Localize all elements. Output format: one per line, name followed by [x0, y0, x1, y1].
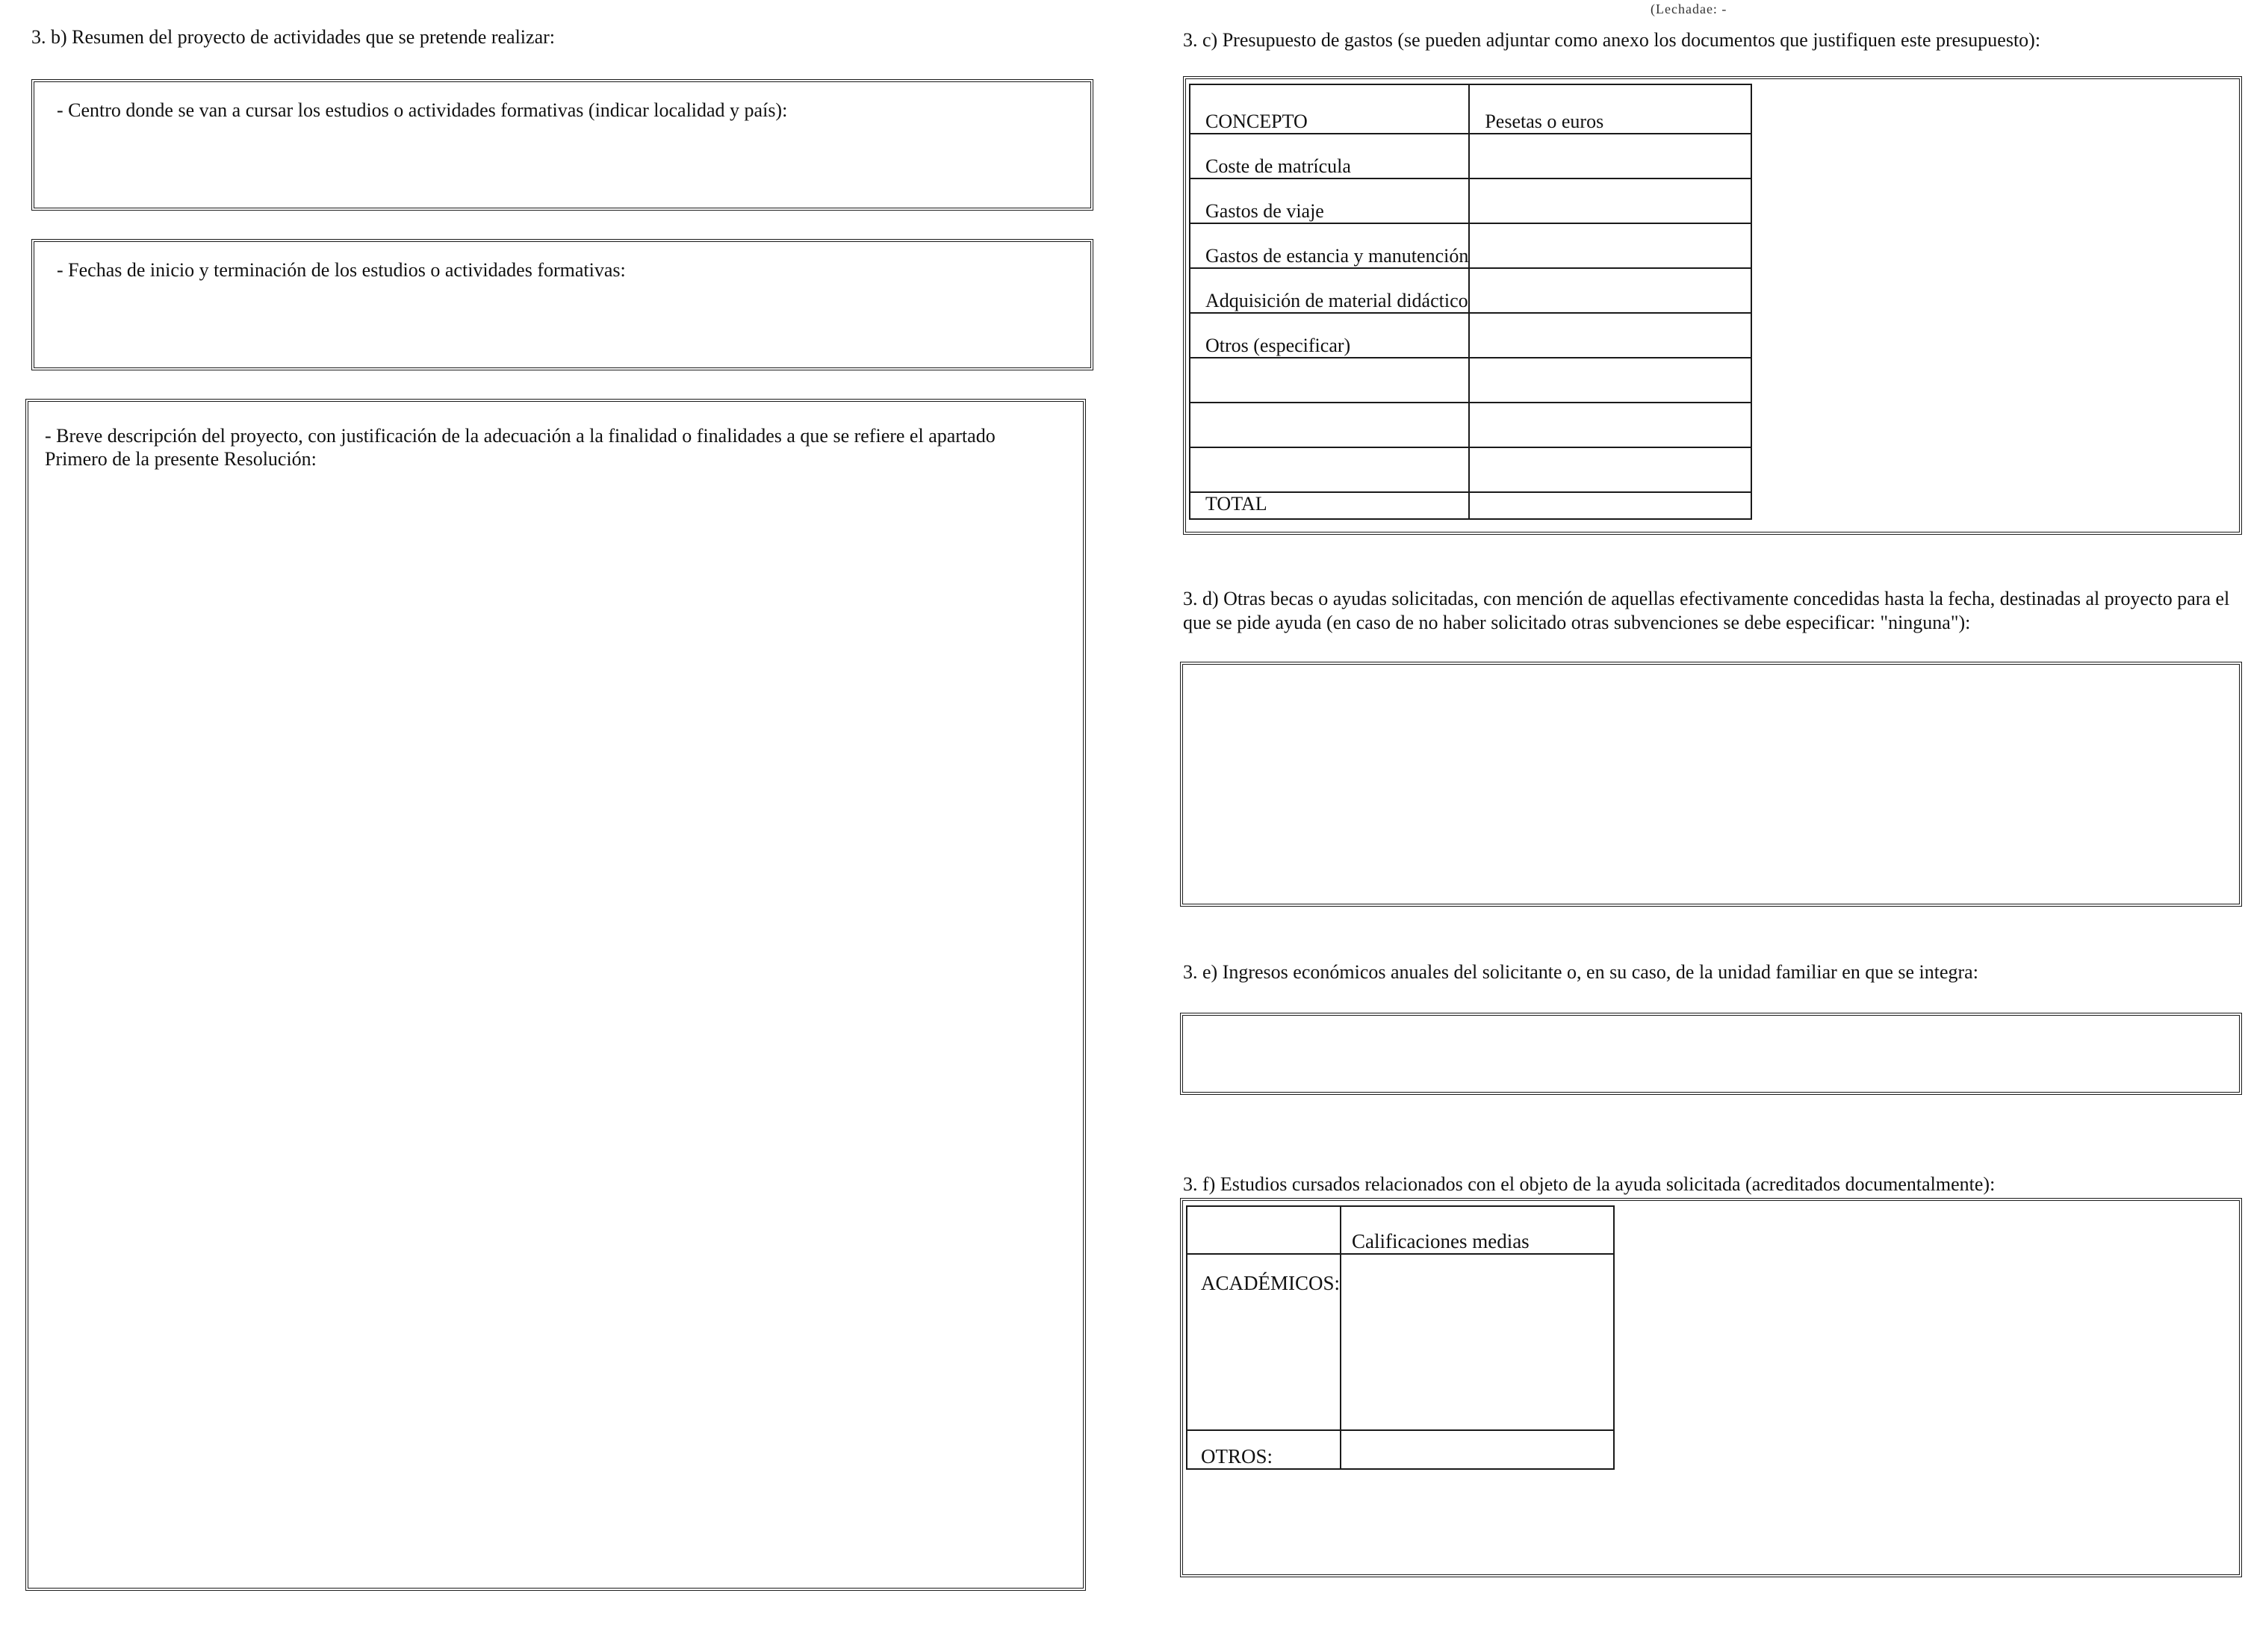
studies-header-blank — [1187, 1206, 1341, 1254]
budget-col-concepto: CONCEPTO — [1190, 84, 1469, 134]
budget-row-label[interactable] — [1190, 403, 1469, 447]
fechas-label: - Fechas de inicio y terminación de los estudios o actividades formativas: — [57, 259, 626, 281]
budget-total-label: TOTAL — [1190, 492, 1469, 519]
studies-table — [1180, 1198, 2242, 1577]
budget-header-row — [1190, 84, 1751, 134]
budget-row-label[interactable] — [1190, 358, 1469, 403]
studies-otros-label[interactable]: OTROS: — [1187, 1430, 1341, 1469]
descripcion-label: - Breve descripción del proyecto, con justificación de la adecuación a la finalidad o finalidades a que se refiere el apartado Primero de la presente Resolución: — [45, 425, 996, 470]
budget-amount-cell[interactable] — [1469, 358, 1751, 403]
budget-table-grid — [1189, 84, 1752, 520]
header-fragment: (Lechadae: - — [1651, 1, 1727, 16]
budget-row-label[interactable] — [1190, 447, 1469, 492]
studies-col-calificaciones: Calificaciones medias — [1341, 1206, 1614, 1254]
section-f-heading: 3. f) Estudios cursados relacionados con el objeto de la ayuda solicitada (acreditados documentalmente): — [1183, 1173, 1996, 1195]
ingresos-field[interactable] — [1180, 1013, 2242, 1095]
budget-amount-cell[interactable] — [1469, 403, 1751, 447]
centro-field[interactable] — [31, 79, 1093, 211]
descripcion-field[interactable] — [25, 399, 1086, 1591]
budget-amount-cell[interactable] — [1469, 134, 1751, 178]
budget-row — [1190, 134, 1751, 178]
section-c-heading: 3. c) Presupuesto de gastos (se pueden adjuntar como anexo los documentos que justifiquen este presupuesto): — [1183, 29, 2041, 51]
budget-row — [1190, 178, 1751, 223]
studies-table-grid — [1186, 1205, 1615, 1470]
centro-label: - Centro donde se van a cursar los estudios o actividades formativas (indicar localidad y país): — [57, 99, 788, 121]
studies-row-otros — [1187, 1430, 1614, 1469]
budget-amount-cell[interactable] — [1469, 268, 1751, 313]
budget-table — [1183, 76, 2242, 535]
budget-row — [1190, 313, 1751, 358]
studies-header-row — [1187, 1206, 1614, 1254]
budget-row — [1190, 403, 1751, 447]
budget-col-importe: Pesetas o euros — [1469, 84, 1751, 134]
budget-row-label: Gastos de estancia y manutención — [1190, 223, 1469, 268]
budget-row-label: Adquisición de material didáctico — [1190, 268, 1469, 313]
budget-row — [1190, 223, 1751, 268]
budget-row-label: Coste de matrícula — [1190, 134, 1469, 178]
budget-total-row — [1190, 492, 1751, 519]
section-b-heading: 3. b) Resumen del proyecto de actividades que se pretende realizar: — [31, 26, 555, 48]
budget-row — [1190, 447, 1751, 492]
fechas-field[interactable] — [31, 239, 1093, 370]
otras-becas-field[interactable] — [1180, 662, 2242, 907]
budget-amount-cell[interactable] — [1469, 313, 1751, 358]
budget-total-amount[interactable] — [1469, 492, 1751, 519]
budget-amount-cell[interactable] — [1469, 447, 1751, 492]
budget-row — [1190, 358, 1751, 403]
section-d-heading: 3. d) Otras becas o ayudas solicitadas, con mención de aquellas efectivamente concedidas hasta la fecha, destinadas al proyecto para el que se pide ayuda (en caso de no haber solicitado otras subvenciones se debe especificar: "ninguna"): — [1183, 588, 2230, 633]
budget-row-label: Otros (especificar) — [1190, 313, 1469, 358]
studies-otros-grade[interactable] — [1341, 1430, 1614, 1469]
studies-row-academicos — [1187, 1254, 1614, 1430]
studies-academicos-label[interactable]: ACADÉMICOS: — [1187, 1254, 1341, 1430]
budget-row — [1190, 268, 1751, 313]
budget-row-label: Gastos de viaje — [1190, 178, 1469, 223]
studies-academicos-grade[interactable] — [1341, 1254, 1614, 1430]
budget-amount-cell[interactable] — [1469, 178, 1751, 223]
budget-amount-cell[interactable] — [1469, 223, 1751, 268]
section-e-heading: 3. e) Ingresos económicos anuales del solicitante o, en su caso, de la unidad familiar en que se integra: — [1183, 961, 1978, 983]
